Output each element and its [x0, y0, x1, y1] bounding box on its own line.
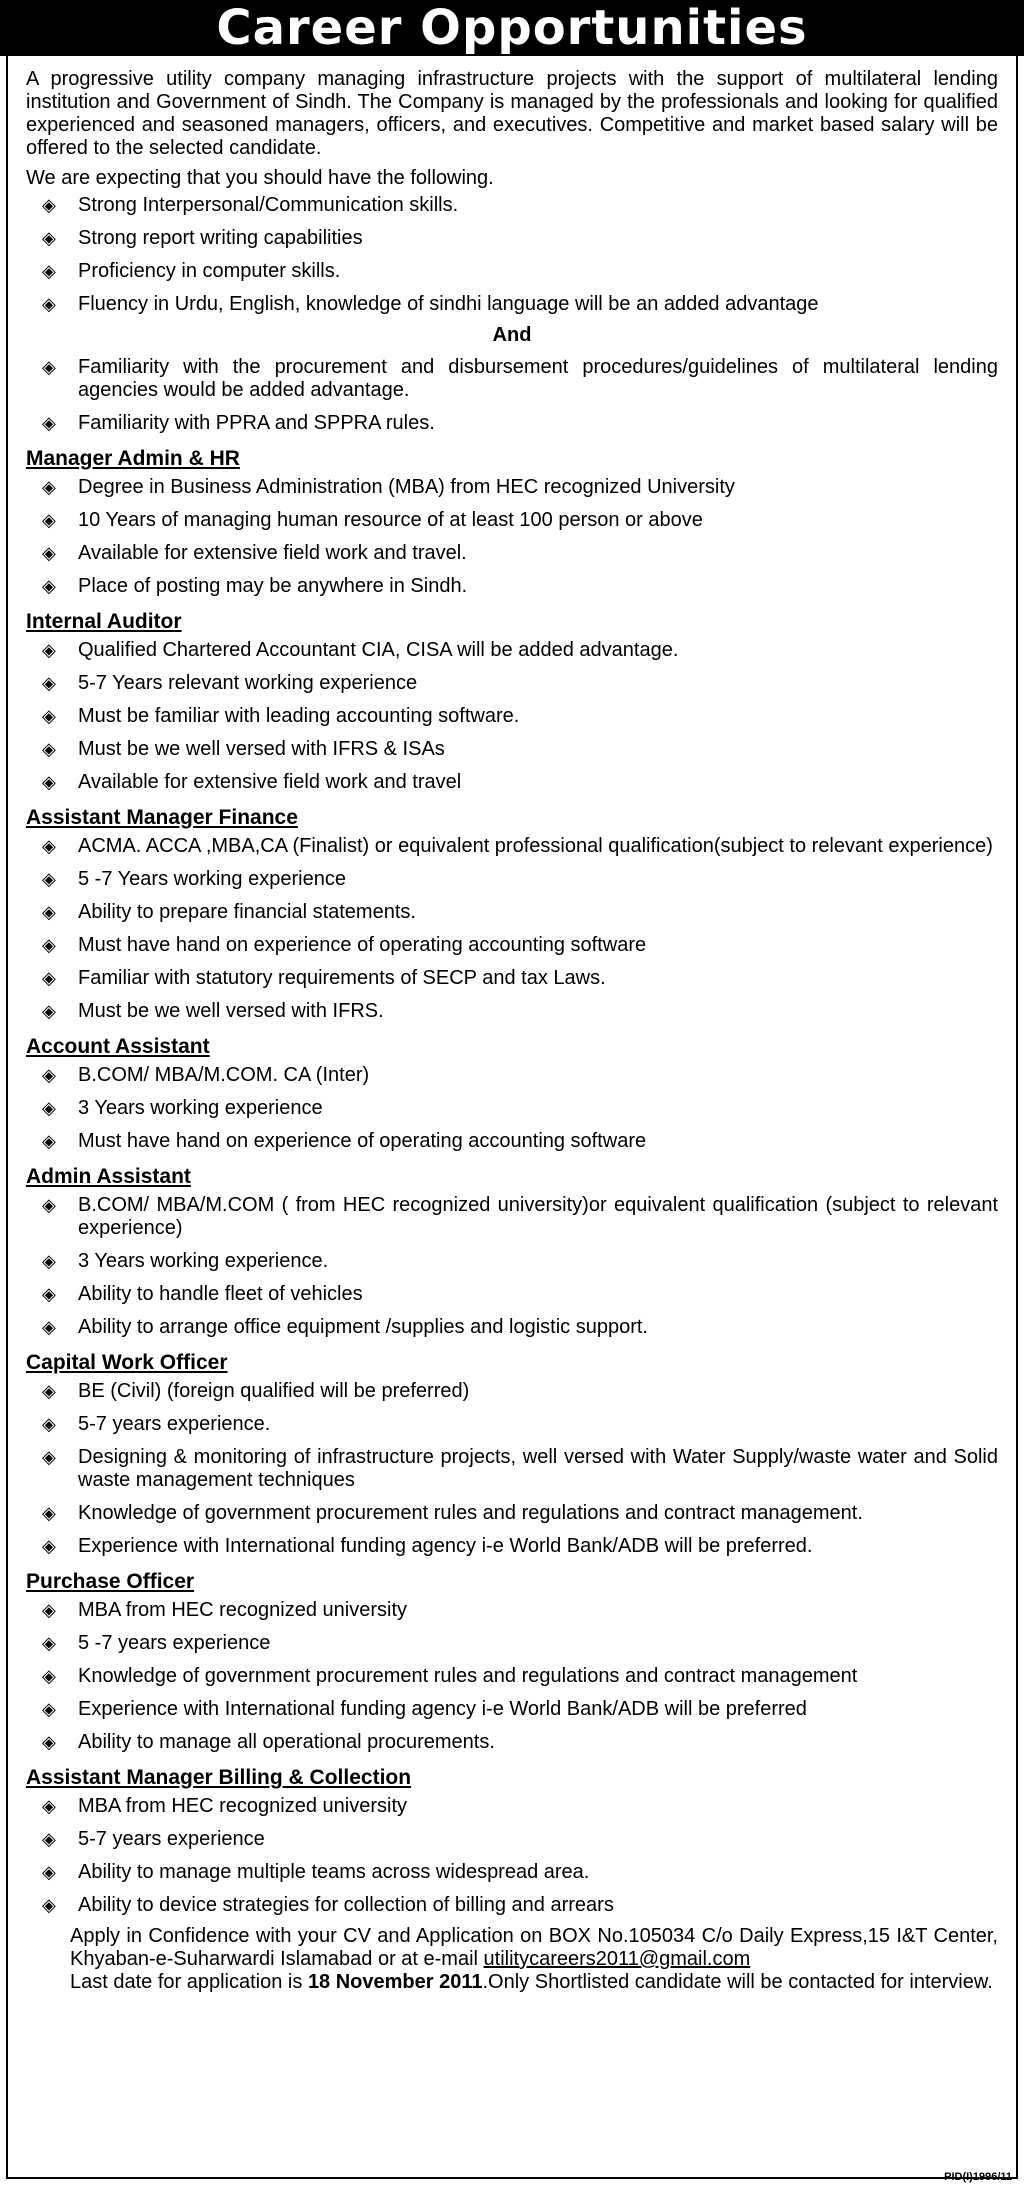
- position-title: Purchase Officer: [26, 1570, 195, 1593]
- list-item-text: Place of posting may be anywhere in Sindh.: [78, 575, 468, 597]
- list-item: [26, 1316, 998, 1339]
- diamond-bullet-icon: ◈: [42, 968, 56, 989]
- diamond-bullet-icon: ◈: [42, 1503, 56, 1524]
- list-item: [26, 356, 998, 402]
- list-item-text: Must have hand on experience of operating accounting software: [78, 1130, 647, 1152]
- list-item-text: 5-7 years experience.: [78, 1413, 271, 1435]
- list-item: [26, 575, 998, 598]
- diamond-bullet-icon: ◈: [42, 1131, 56, 1152]
- diamond-bullet-icon: ◈: [42, 739, 56, 760]
- list-item: [26, 1130, 998, 1153]
- list-item: [26, 672, 998, 695]
- list-item-text: Familiarity with the procurement and disbursement procedures/guidelines of multilateral lending agencies would be added advantage.: [78, 356, 998, 401]
- list-item: [26, 1064, 998, 1087]
- page-title: Career Opportunities: [216, 0, 808, 56]
- diamond-bullet-icon: ◈: [42, 1284, 56, 1305]
- diamond-bullet-icon: ◈: [42, 195, 56, 216]
- diamond-bullet-icon: ◈: [42, 1317, 56, 1338]
- diamond-bullet-icon: ◈: [42, 1381, 56, 1402]
- content-body: [8, 56, 1016, 1994]
- diamond-bullet-icon: ◈: [42, 1098, 56, 1119]
- list-item-text: Qualified Chartered Accountant CIA, CISA will be added advantage.: [78, 639, 679, 661]
- position-requirements-list: [26, 1064, 998, 1153]
- position-requirements-list: [26, 1599, 998, 1754]
- list-item: [26, 1535, 998, 1558]
- list-item-text: MBA from HEC recognized university: [78, 1795, 408, 1817]
- last-date-value: 18 November 2011: [307, 1971, 483, 1993]
- list-item: [26, 1250, 998, 1273]
- position-title: Internal Auditor: [26, 610, 182, 633]
- diamond-bullet-icon: ◈: [42, 261, 56, 282]
- list-item-text: Must have hand on experience of operating accounting software: [78, 934, 647, 956]
- diamond-bullet-icon: ◈: [42, 1001, 56, 1022]
- list-item: [26, 1599, 998, 1622]
- list-item: [26, 1698, 998, 1721]
- position-title: Admin Assistant: [26, 1165, 191, 1188]
- position-requirements-list: [26, 1795, 998, 1917]
- last-date-suffix: .Only Shortlisted candidate will be contacted for interview.: [482, 1971, 993, 1993]
- list-item-text: Experience with International funding agency i-e World Bank/ADB will be preferred: [78, 1698, 807, 1720]
- diamond-bullet-icon: ◈: [42, 1065, 56, 1086]
- expectations-label: We are expecting that you should have the following.: [26, 167, 494, 189]
- list-item: [26, 260, 998, 283]
- list-item: [26, 1446, 998, 1492]
- position-requirements-list: [26, 1194, 998, 1339]
- diamond-bullet-icon: ◈: [42, 706, 56, 727]
- list-item: [26, 194, 998, 217]
- and-label: And: [492, 324, 532, 346]
- list-item-text: Familiar with statutory requirements of SECP and tax Laws.: [78, 967, 606, 989]
- list-item-text: Experience with International funding agency i-e World Bank/ADB will be preferred.: [78, 1535, 813, 1557]
- list-item-text: B.COM/ MBA/M.COM ( from HEC recognized university)or equivalent qualification (subject to relevant experience): [78, 1194, 998, 1239]
- list-item: [26, 835, 998, 858]
- list-item: [26, 509, 998, 532]
- list-item: [26, 293, 998, 316]
- list-item: [26, 476, 998, 499]
- position-requirements-list: [26, 835, 998, 1023]
- list-item-text: 3 Years working experience.: [78, 1250, 329, 1272]
- list-item-text: Degree in Business Administration (MBA) from HEC recognized University: [78, 476, 735, 498]
- list-item-text: Proficiency in computer skills.: [78, 260, 341, 282]
- list-item-text: B.COM/ MBA/M.COM. CA (Inter): [78, 1064, 370, 1086]
- position-section: [26, 610, 998, 794]
- diamond-bullet-icon: ◈: [42, 640, 56, 661]
- list-item-text: Knowledge of government procurement rules and regulations and contract management: [78, 1665, 858, 1687]
- diamond-bullet-icon: ◈: [42, 1862, 56, 1883]
- position-title: Assistant Manager Billing & Collection: [26, 1766, 412, 1789]
- last-date-line: [70, 1971, 998, 1994]
- position-requirements-list: [26, 476, 998, 598]
- list-item: [26, 771, 998, 794]
- header-banner: [0, 0, 1024, 56]
- list-item-text: Ability to prepare financial statements.: [78, 901, 416, 923]
- diamond-bullet-icon: ◈: [42, 1536, 56, 1557]
- position-section: [26, 1035, 998, 1153]
- list-item-text: Designing & monitoring of infrastructure projects, well versed with Water Supply/waste water and Solid waste management techniques: [78, 1446, 998, 1491]
- diamond-bullet-icon: ◈: [42, 477, 56, 498]
- email-link[interactable]: utilitycareers2011@gmail.com: [483, 1948, 751, 1970]
- position-section: [26, 806, 998, 1023]
- intro-paragraph: A progressive utility company managing infrastructure projects with the support of multilateral lending institution and Government of Sindh. The Company is managed by the professionals and looking for qualified experienced and seasoned managers, officers, and executives. Competitive and market based salary will be offered to the selected candidate.: [26, 68, 998, 159]
- diamond-bullet-icon: ◈: [42, 228, 56, 249]
- list-item-text: ACMA. ACCA ,MBA,CA (Finalist) or equivalent professional qualification(subject to relevant experience): [78, 835, 993, 857]
- list-item: [26, 868, 998, 891]
- position-requirements-list: [26, 1380, 998, 1558]
- list-item-text: Ability to handle fleet of vehicles: [78, 1283, 363, 1305]
- diamond-bullet-icon: ◈: [42, 1895, 56, 1916]
- diamond-bullet-icon: ◈: [42, 1699, 56, 1720]
- position-title: Assistant Manager Finance: [26, 806, 298, 829]
- list-item-text: MBA from HEC recognized university: [78, 1599, 408, 1621]
- list-item-text: 5-7 Years relevant working experience: [78, 672, 418, 694]
- list-item-text: Ability to manage all operational procurements.: [78, 1731, 495, 1753]
- position-title: Capital Work Officer: [26, 1351, 228, 1374]
- diamond-bullet-icon: ◈: [42, 510, 56, 531]
- list-item: [26, 1861, 998, 1884]
- diamond-bullet-icon: ◈: [42, 1633, 56, 1654]
- diamond-bullet-icon: ◈: [42, 294, 56, 315]
- list-item: [26, 1894, 998, 1917]
- list-item: [26, 1000, 998, 1023]
- list-item: [26, 1380, 998, 1403]
- requirements-list-additional: [26, 356, 998, 435]
- list-item: [26, 1665, 998, 1688]
- list-item-text: Knowledge of government procurement rules and regulations and contract management.: [78, 1502, 863, 1524]
- apply-text: Apply in Confidence with your CV and Application on BOX No.105034 C/o Daily Express,15 I&T Center, Khyaban-e-Suharwardi Islamabad or at e-mail: [70, 1925, 998, 1970]
- list-item-text: 5 -7 Years working experience: [78, 868, 346, 890]
- position-title: Account Assistant: [26, 1035, 210, 1058]
- list-item: [26, 412, 998, 435]
- list-item-text: Must be we well versed with IFRS & ISAs: [78, 738, 445, 760]
- list-item: [26, 1828, 998, 1851]
- diamond-bullet-icon: ◈: [42, 1414, 56, 1435]
- position-section: [26, 1165, 998, 1339]
- list-item-text: Familiarity with PPRA and SPPRA rules.: [78, 412, 435, 434]
- list-item-text: 10 Years of managing human resource of at least 100 person or above: [78, 509, 703, 531]
- diamond-bullet-icon: ◈: [42, 1732, 56, 1753]
- list-item-text: 5 -7 years experience: [78, 1632, 271, 1654]
- diamond-bullet-icon: ◈: [42, 1195, 56, 1216]
- diamond-bullet-icon: ◈: [42, 1796, 56, 1817]
- list-item: [26, 738, 998, 761]
- list-item-text: Must be familiar with leading accounting software.: [78, 705, 520, 727]
- position-title: Manager Admin & HR: [26, 447, 240, 470]
- list-item: [26, 705, 998, 728]
- diamond-bullet-icon: ◈: [42, 935, 56, 956]
- list-item: [26, 934, 998, 957]
- list-item-text: Strong report writing capabilities: [78, 227, 363, 249]
- list-item-text: Fluency in Urdu, English, knowledge of sindhi language will be an added advantage: [78, 293, 819, 315]
- diamond-bullet-icon: ◈: [42, 1251, 56, 1272]
- list-item: [26, 967, 998, 990]
- list-item: [26, 1731, 998, 1754]
- list-item-text: Must be we well versed with IFRS.: [78, 1000, 384, 1022]
- list-item-text: 5-7 years experience: [78, 1828, 265, 1850]
- list-item-text: Ability to manage multiple teams across widespread area.: [78, 1861, 590, 1883]
- list-item: [26, 1283, 998, 1306]
- diamond-bullet-icon: ◈: [42, 1447, 56, 1468]
- list-item-text: Available for extensive field work and travel.: [78, 542, 467, 564]
- list-item-text: 3 Years working experience: [78, 1097, 323, 1119]
- position-requirements-list: [26, 639, 998, 794]
- list-item: [26, 639, 998, 662]
- list-item: [26, 1413, 998, 1436]
- list-item: [26, 1097, 998, 1120]
- diamond-bullet-icon: ◈: [42, 576, 56, 597]
- diamond-bullet-icon: ◈: [42, 1600, 56, 1621]
- list-item: [26, 1795, 998, 1818]
- diamond-bullet-icon: ◈: [42, 1666, 56, 1687]
- list-item-text: BE (Civil) (foreign qualified will be preferred): [78, 1380, 470, 1402]
- pid-number: PID(I)1996/11: [944, 2171, 1012, 2183]
- diamond-bullet-icon: ◈: [42, 836, 56, 857]
- list-item: [26, 1632, 998, 1655]
- diamond-bullet-icon: ◈: [42, 772, 56, 793]
- list-item: [26, 542, 998, 565]
- position-section: [26, 447, 998, 598]
- list-item: [26, 1194, 998, 1240]
- list-item-text: Strong Interpersonal/Communication skills.: [78, 194, 459, 216]
- diamond-bullet-icon: ◈: [42, 869, 56, 890]
- diamond-bullet-icon: ◈: [42, 1829, 56, 1850]
- last-date-prefix: Last date for application is: [70, 1971, 303, 1993]
- list-item-text: Ability to arrange office equipment /supplies and logistic support.: [78, 1316, 648, 1338]
- position-section: [26, 1570, 998, 1754]
- list-item: [26, 227, 998, 250]
- list-item: [26, 1502, 998, 1525]
- list-item-text: Available for extensive field work and travel: [78, 771, 462, 793]
- position-section: [26, 1351, 998, 1558]
- application-instructions: [26, 1925, 998, 1994]
- list-item-text: Ability to device strategies for collection of billing and arrears: [78, 1894, 614, 1916]
- diamond-bullet-icon: ◈: [42, 413, 56, 434]
- requirements-list: [26, 194, 998, 316]
- diamond-bullet-icon: ◈: [42, 673, 56, 694]
- content-frame: [6, 56, 1018, 2179]
- positions-container: [26, 447, 998, 1917]
- list-item: [26, 901, 998, 924]
- diamond-bullet-icon: ◈: [42, 543, 56, 564]
- position-section: [26, 1766, 998, 1917]
- diamond-bullet-icon: ◈: [42, 357, 56, 378]
- diamond-bullet-icon: ◈: [42, 902, 56, 923]
